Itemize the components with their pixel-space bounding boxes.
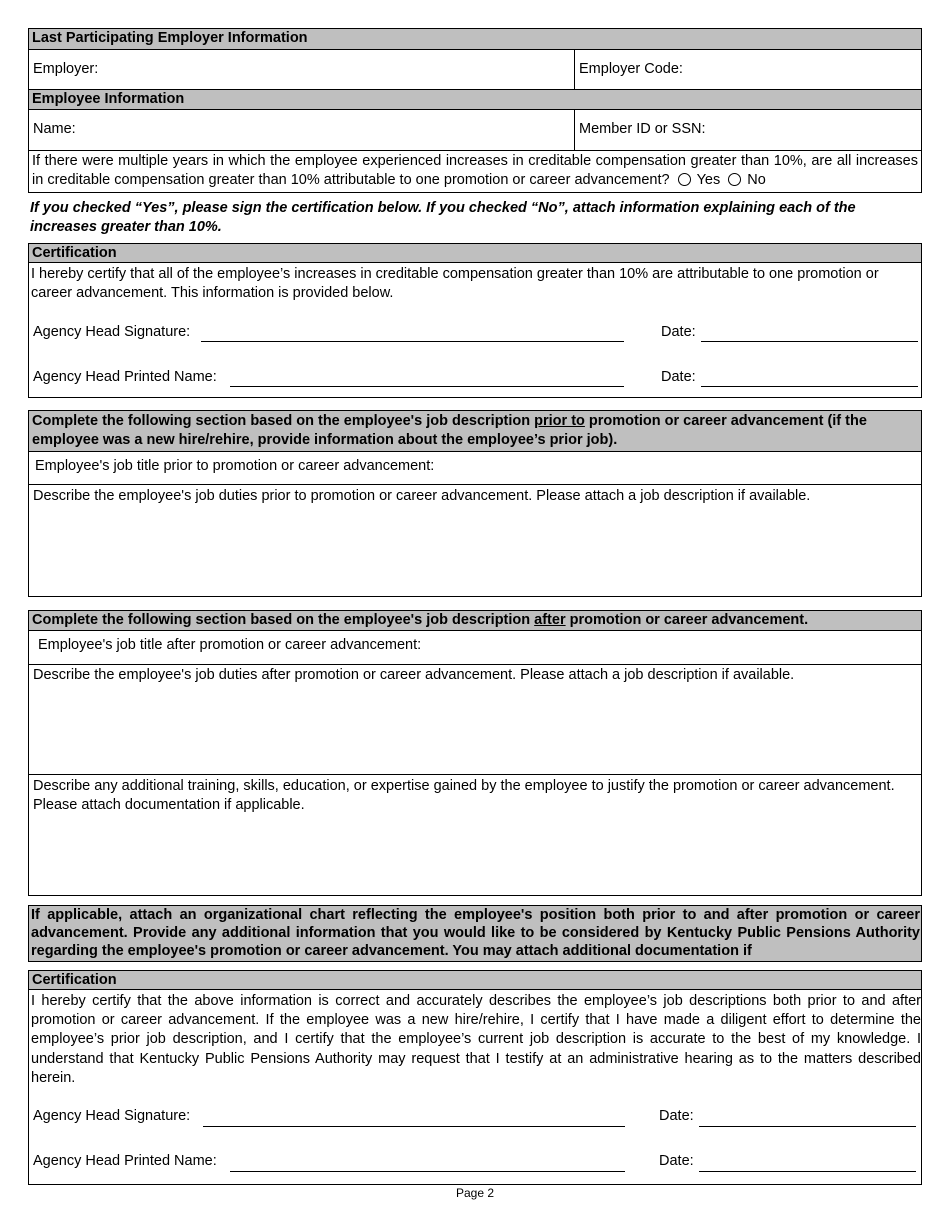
employer-code-label: Employer Code: — [579, 61, 683, 77]
prior-section-header — [29, 411, 921, 452]
employer-field[interactable] — [29, 50, 575, 89]
employer-section-header: Last Participating Employer Information — [29, 29, 921, 50]
org-chart-text: If applicable, attach an organizational chart reflecting the employee's position both prior to and after promotion or career advancement. Provide any additional information that you would like to be considered by Kentucky Public Pensions Authority regarding the employee's promotion or career advancement. You may attach additional documentation if — [31, 907, 920, 959]
certification-1-header: Certification — [29, 244, 921, 263]
employee-row — [29, 110, 921, 151]
date-label-1a: Date: — [661, 324, 696, 340]
name-label: Name: — [33, 121, 76, 137]
name-field[interactable] — [29, 110, 575, 150]
certification-2-header: Certification — [29, 971, 921, 990]
after-job-duties-label: Describe the employee's job duties after promotion or career advancement. Please attach a job description if available. — [33, 667, 795, 683]
certification-2-text: I hereby certify that the above information is correct and accurately describes the employee’s job descriptions both prior to and after promotion or career advancement. If the employee was a new hire/rehire, I certify that I have made a diligent effort to determine the employee’s prior job description, and I certify that the employee’s current job description is accurate to the best of my knowledge. I understand that Kentucky Public Pensions Authority may request that I testify at an administrative hearing as to the matters described herein. — [31, 993, 921, 1086]
certification-1-text: I hereby certify that all of the employee’s increases in creditable compensation greater than 10% are attributable to one promotion or career advancement. This information is provided below. — [31, 266, 879, 301]
prior-job-section — [28, 410, 922, 597]
employer-label: Employer: — [33, 61, 99, 77]
prior-job-duties-field[interactable] — [29, 485, 921, 596]
signature-label-1: Agency Head Signature: — [33, 324, 191, 340]
prior-header-underlined: prior to — [534, 413, 585, 429]
employee-section-header: Employee Information — [29, 90, 921, 110]
prior-job-title-field[interactable] — [29, 452, 921, 485]
after-header-text-1: Complete the following section based on the employee's job description — [32, 612, 535, 628]
signature-line-1[interactable] — [201, 341, 624, 342]
member-id-label: Member ID or SSN: — [579, 121, 706, 137]
prior-header-text-1: Complete the following section based on the employee's job description — [32, 413, 535, 429]
date-line-2b[interactable] — [699, 1171, 916, 1172]
date-label-2a: Date: — [659, 1108, 694, 1124]
employer-employee-section — [28, 28, 922, 193]
no-label: No — [747, 172, 766, 188]
yes-label: Yes — [696, 172, 721, 188]
prior-job-title-label: Employee's job title prior to promotion or career advancement: — [35, 458, 435, 474]
training-label: Describe any additional training, skills, education, or expertise gained by the employee to justify the promotion or career advancement. Please attach documentation if applicable. — [33, 778, 895, 813]
printed-name-label-2: Agency Head Printed Name: — [33, 1153, 217, 1169]
date-line-1b[interactable] — [701, 386, 918, 387]
yes-radio[interactable] — [678, 173, 691, 186]
date-line-1a[interactable] — [701, 341, 918, 342]
after-header-text-2: promotion or career advancement. — [565, 612, 809, 628]
instruction-text: If you checked “Yes”, please sign the certification below. If you checked “No”, attach information explaining each of the increases greater than 10%. — [30, 200, 856, 235]
after-job-section — [28, 610, 922, 896]
member-id-field[interactable] — [575, 110, 921, 150]
after-header-underlined: after — [534, 612, 566, 628]
date-label-1b: Date: — [661, 369, 696, 385]
printed-name-line-1[interactable] — [230, 386, 624, 387]
signature-label-2: Agency Head Signature: — [33, 1108, 191, 1124]
printed-name-label-1: Agency Head Printed Name: — [33, 369, 217, 385]
multi-year-question — [29, 151, 921, 191]
no-radio[interactable] — [728, 173, 741, 186]
signature-line-2[interactable] — [203, 1126, 625, 1127]
after-section-header — [29, 611, 921, 631]
date-line-2a[interactable] — [699, 1126, 916, 1127]
after-job-duties-field[interactable] — [29, 665, 921, 775]
prior-header-text-2: promotion or career advancement (if the employee was a new hire/rehire, provide information about the employee’s prior job). — [32, 413, 867, 448]
employer-code-field[interactable] — [575, 50, 921, 89]
org-chart-note — [28, 905, 922, 962]
training-field[interactable] — [29, 775, 921, 895]
printed-name-line-2[interactable] — [230, 1171, 625, 1172]
prior-job-duties-label: Describe the employee's job duties prior to promotion or career advancement. Please attach a job description if available. — [33, 488, 811, 504]
date-label-2b: Date: — [659, 1153, 694, 1169]
certification-1 — [28, 243, 922, 398]
question-text: If there were multiple years in which the employee experienced increases in creditable compensation greater than 10%, are all increases in creditable compensation greater than 10% attributable to one promotion or career advancement? — [32, 153, 918, 188]
after-job-title-field[interactable] — [29, 631, 921, 665]
page-number: Page 2 — [455, 1186, 495, 1200]
after-job-title-label: Employee's job title after promotion or career advancement: — [38, 637, 422, 653]
employer-row — [29, 50, 921, 90]
certification-2 — [28, 970, 922, 1185]
